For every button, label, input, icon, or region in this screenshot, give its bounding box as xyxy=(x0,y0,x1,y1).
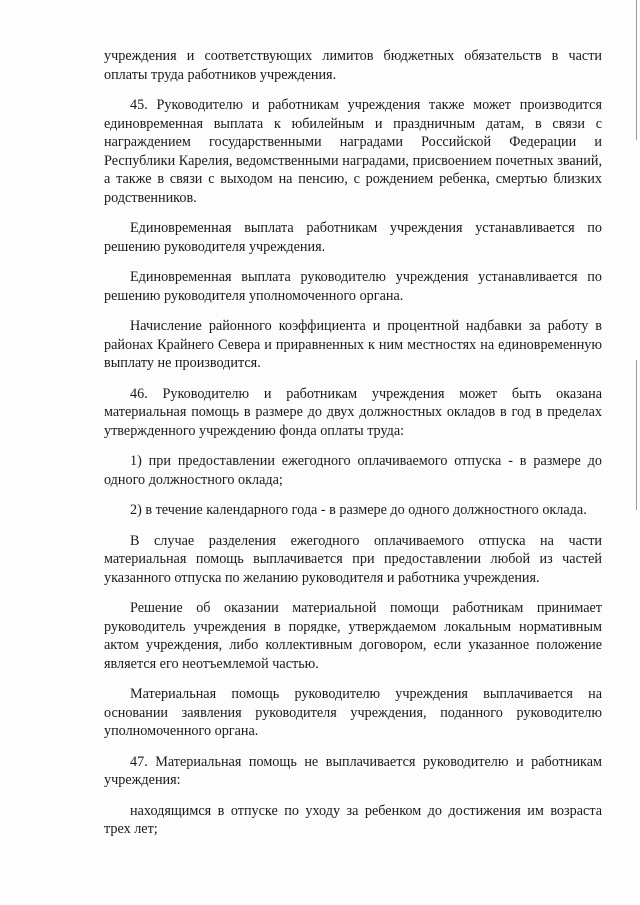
paragraph-head-assistance: Материальная помощь руководителю учреждения выплачивается на основании заявления руководителя учреждения, поданного руководителю уполномоченного органа. xyxy=(104,686,602,739)
paragraph-45: 45. Руководителю и работникам учреждения также может производится единовременная выплата к юбилейным и праздничным датам, в связи с награждением государственными наградами Российской Федерации и Республики Карелия, ведомственными наградами, присвоением почетных званий, а также в связи с выходом на пенсию, с рождением ребенка, смертью близких родственников. xyxy=(104,97,602,206)
paragraph-regional-coefficient: Начисление районного коэффициента и процентной надбавки за работу в районах Крайнего Севера и приравненных к ним местностях на единовременную выплату не производится. xyxy=(104,318,602,371)
paragraph-vacation-split: В случае разделения ежегодного оплачиваемого отпуска на части материальная помощь выплачивается при предоставлении любой из частей указанного отпуска по желанию руководителя и работника учреждения. xyxy=(104,532,602,586)
paragraph-continuation: учреждения и соответствующих лимитов бюджетных обязательств в части оплаты труда работников учреждения. xyxy=(104,48,602,83)
scan-edge-mark xyxy=(636,360,637,510)
list-item-2: 2) в течение календарного года - в размере до одного должностного оклада. xyxy=(130,502,587,518)
scan-edge-mark xyxy=(636,0,637,140)
paragraph-one-time-payment-head: Единовременная выплата руководителю учреждения устанавливается по решению руководителя уполномоченного органа. xyxy=(104,269,602,304)
document-body xyxy=(104,47,602,851)
list-item-1: 1) при предоставлении ежегодного оплачиваемого отпуска - в размере до одного должностного оклада; xyxy=(104,453,602,488)
paragraph-47: 47. Материальная помощь не выплачивается руководителю и работникам учреждения: xyxy=(104,753,602,788)
paragraph-46: 46. Руководителю и работникам учреждения может быть оказана материальная помощь в размере до двух должностных окладов в год в пределах утвержденного учреждению фонда оплаты труда: xyxy=(104,385,602,439)
paragraph-one-time-payment-employees: Единовременная выплата работникам учреждения устанавливается по решению руководителя учреждения. xyxy=(104,220,602,255)
paragraph-parental-leave: находящимся в отпуске по уходу за ребенком до достижения им возраста трех лет; xyxy=(104,802,602,837)
paragraph-decision: Решение об оказании материальной помощи работникам принимает руководитель учреждения в порядке, утверждаемом локальным нормативным актом учреждения, либо коллективным договором, если указанное положение является его неотъемлемой частью. xyxy=(104,600,602,672)
